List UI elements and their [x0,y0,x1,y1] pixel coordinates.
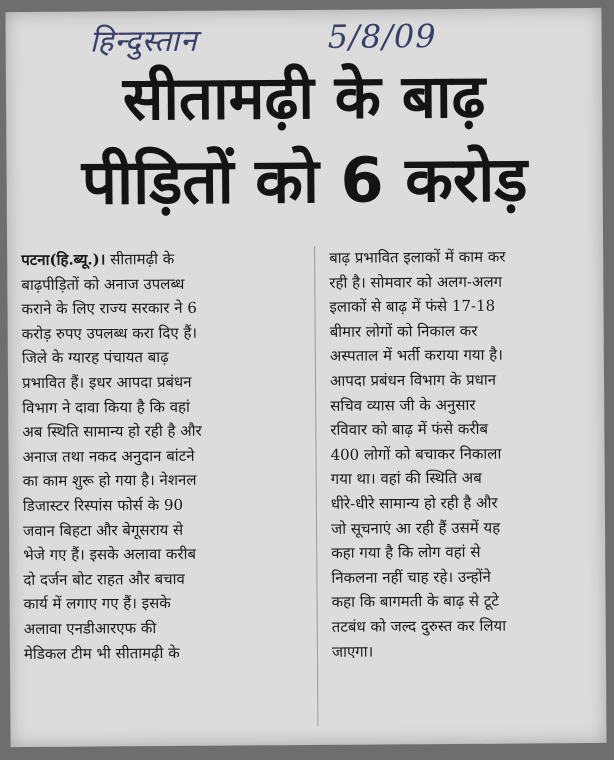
column-line: अब स्थिति सामान्य हो रही है और [22,421,202,442]
headline-line-1: सीतामढ़ी के बाढ़ [122,61,486,135]
column-line: बीमार लोगों को निकाल कर [329,321,478,341]
column-line: कहा कि बागमती के बाढ़ से टूटे [331,591,499,612]
column-line: अलावा एनडीआरएफ की [23,618,157,638]
article-column-left [21,246,294,666]
column-line: डिजास्टर रिस्पांस फोर्स के 90 [22,495,184,515]
column-line: रविवार को बाढ़ में फंसे करीब [330,419,489,439]
column-line: तटबंध को जल्द दुरुस्त कर लिया [331,616,507,636]
column-line: मेडिकल टीम भी सीतामढ़ी के [23,643,180,663]
column-line: निकलना नहीं चाह रहे। उन्होंने [331,567,491,587]
column-line: आपदा प्रबंधन विभाग के प्रधान [329,370,497,390]
column-line: 400 लोगों को बचाकर निकाला [330,444,502,464]
column-line-text: सीतामढ़ी के [110,249,175,269]
column-line: प्रभावित हैं। इधर आपदा प्रबंधन [21,372,192,392]
column-line: अस्पताल में भर्ती कराया गया है। [329,346,503,366]
column-line: सचिव व्यास जी के अनुसार [330,395,476,415]
newspaper-clipping [5,8,606,747]
column-line: करोड़ रुपए उपलब्ध करा दिए हैं। [21,323,198,343]
column-line: भेजे गए हैं। इसके अलावा करीब [23,544,197,565]
column-line [21,246,291,272]
column-line: कार्य में लगाए गए हैं। इसके [23,594,171,614]
column-line: गया था। वहां की स्थिति अब [330,469,482,489]
column-line: जवान बिहटा और बेगूसराय से [22,520,184,540]
article-column-right [329,244,602,664]
column-line: का काम शुरू हो गया है। नेशनल [22,471,197,491]
column-line: जाएगा। [331,642,374,661]
column-line: बाढ़पीड़ितों को अनाज उपलब्ध [21,274,185,294]
column-line: दो दर्जन बोट राहत और बचाव [23,569,185,589]
column-line: इलाकों से बाढ़ में फंसे 17-18 [329,296,496,317]
column-line: अनाज तथा नकद अनुदान बांटने [22,446,195,466]
column-line: जिले के ग्यारह पंचायत बाढ़ [21,348,169,368]
column-line: बाढ़ प्रभावित इलाकों में काम कर [329,247,506,267]
column-line: कहा गया है कि लोग वहां से [331,542,481,562]
handwritten-date: 5/8/09 [327,17,437,56]
dateline: पटना(हि.ब्यू.)। [21,250,106,269]
column-line: रही है। सोमवार को अलग-अलग [329,272,503,292]
column-line: धीरे-धीरे सामान्य हो रही है और [330,493,498,513]
handwritten-source: हिन्दुस्तान [89,23,198,60]
column-line: विभाग ने दावा किया है कि वहां [22,397,190,417]
column-divider [314,246,318,726]
column-line: जो सूचनाएं आ रही हैं उसमें यह [330,518,501,538]
column-line: कराने के लिए राज्य सरकार ने 6 [21,298,197,319]
headline-line-2: पीड़ितों को 6 करोड़ [81,142,528,219]
